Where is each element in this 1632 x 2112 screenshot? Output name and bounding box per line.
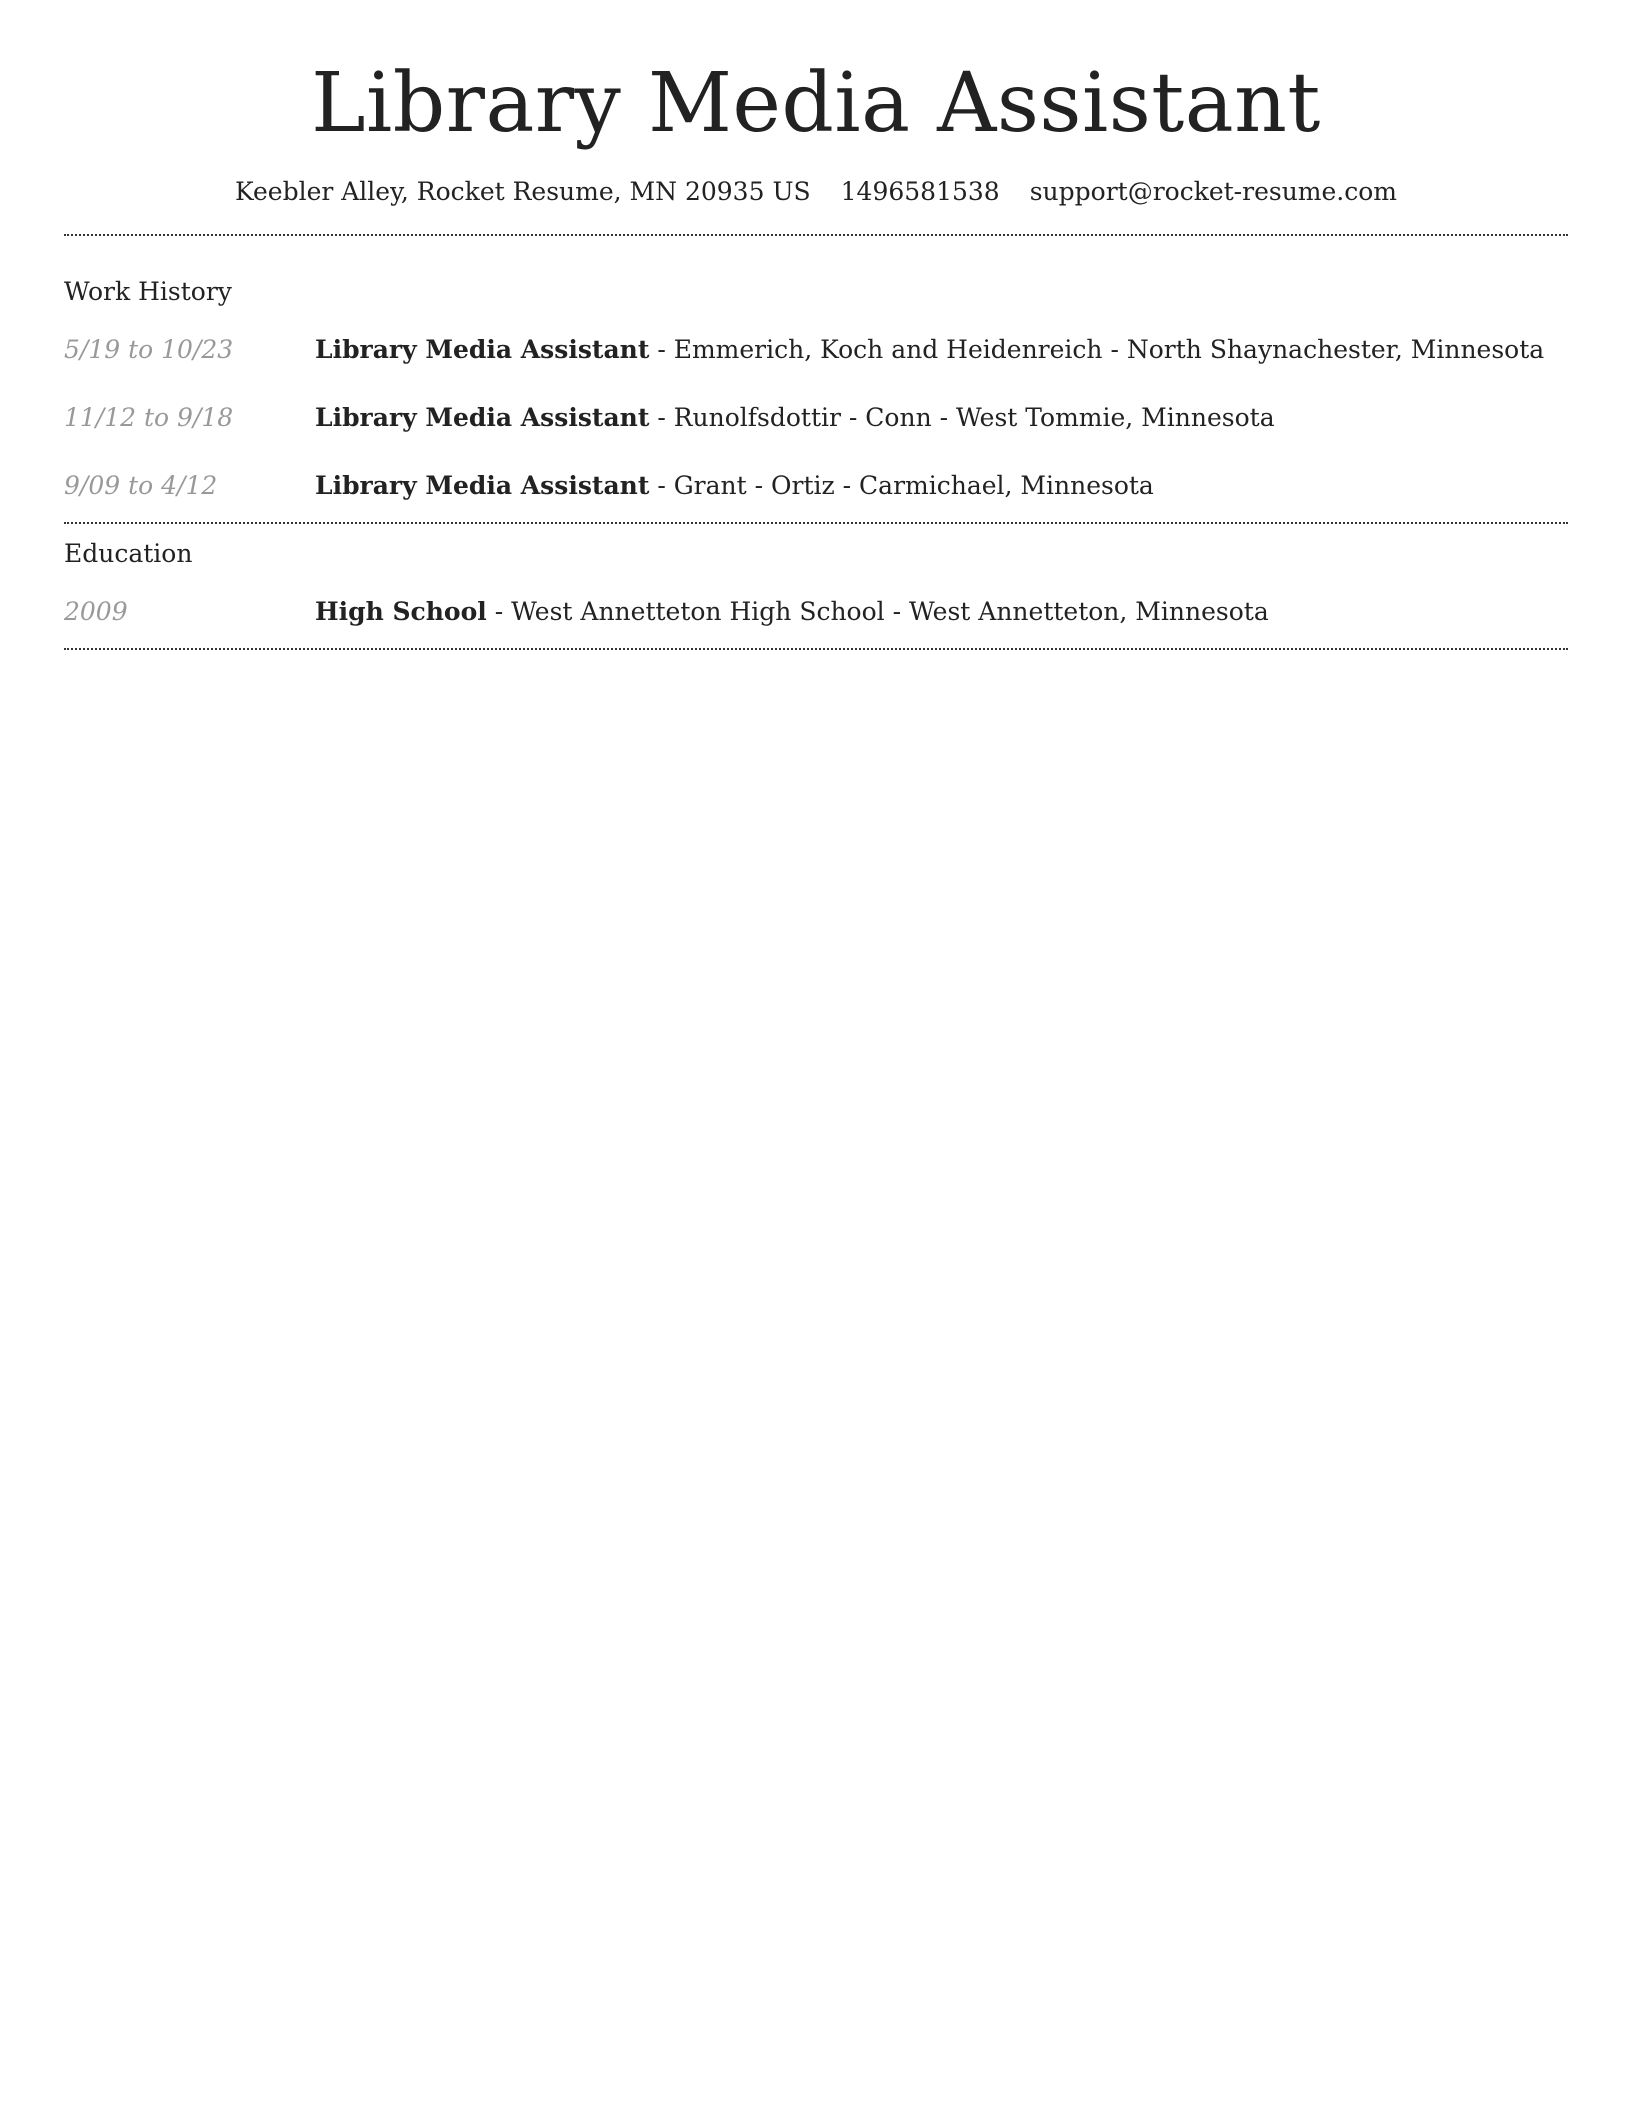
entry-role: High School bbox=[315, 597, 487, 626]
entry-details: - Emmerich, Koch and Heidenreich - North Shaynachester, Minnesota bbox=[649, 335, 1545, 364]
entry-dates: 2009 bbox=[64, 597, 128, 626]
contact-line bbox=[64, 176, 1568, 208]
entry-dates: 11/12 to 9/18 bbox=[64, 403, 234, 432]
entry-role: Library Media Assistant bbox=[315, 403, 650, 432]
section-title-education: Education bbox=[64, 539, 193, 568]
contact-email: support@rocket-resume.com bbox=[1029, 177, 1398, 206]
entry-description bbox=[315, 334, 1568, 366]
divider-header bbox=[64, 234, 1568, 236]
entry-dates: 5/19 to 10/23 bbox=[64, 335, 234, 364]
contact-phone: 1496581538 bbox=[840, 177, 1000, 206]
entry-description bbox=[315, 402, 1568, 434]
entry-details: - Runolfsdottir - Conn - West Tommie, Minnesota bbox=[649, 403, 1275, 432]
entry-dates: 9/09 to 4/12 bbox=[64, 471, 218, 500]
entry-details: - Grant - Ortiz - Carmichael, Minnesota bbox=[649, 471, 1154, 500]
divider-work-history bbox=[64, 522, 1568, 524]
work-entry bbox=[64, 402, 1568, 434]
work-entry bbox=[64, 334, 1568, 366]
work-history-section bbox=[64, 276, 1568, 502]
section-title-work-history: Work History bbox=[64, 277, 232, 306]
resume-title: Library Media Assistant bbox=[311, 56, 1321, 151]
education-section bbox=[64, 538, 1568, 628]
entry-role: Library Media Assistant bbox=[315, 335, 650, 364]
divider-education bbox=[64, 648, 1568, 650]
entry-description bbox=[315, 470, 1568, 502]
contact-address: Keebler Alley, Rocket Resume, MN 20935 US bbox=[234, 177, 811, 206]
work-entry bbox=[64, 470, 1568, 502]
entry-details: - West Annetteton High School - West Annetteton, Minnesota bbox=[486, 597, 1269, 626]
entry-role: Library Media Assistant bbox=[315, 471, 650, 500]
education-entry bbox=[64, 596, 1568, 628]
entry-description bbox=[315, 596, 1568, 628]
